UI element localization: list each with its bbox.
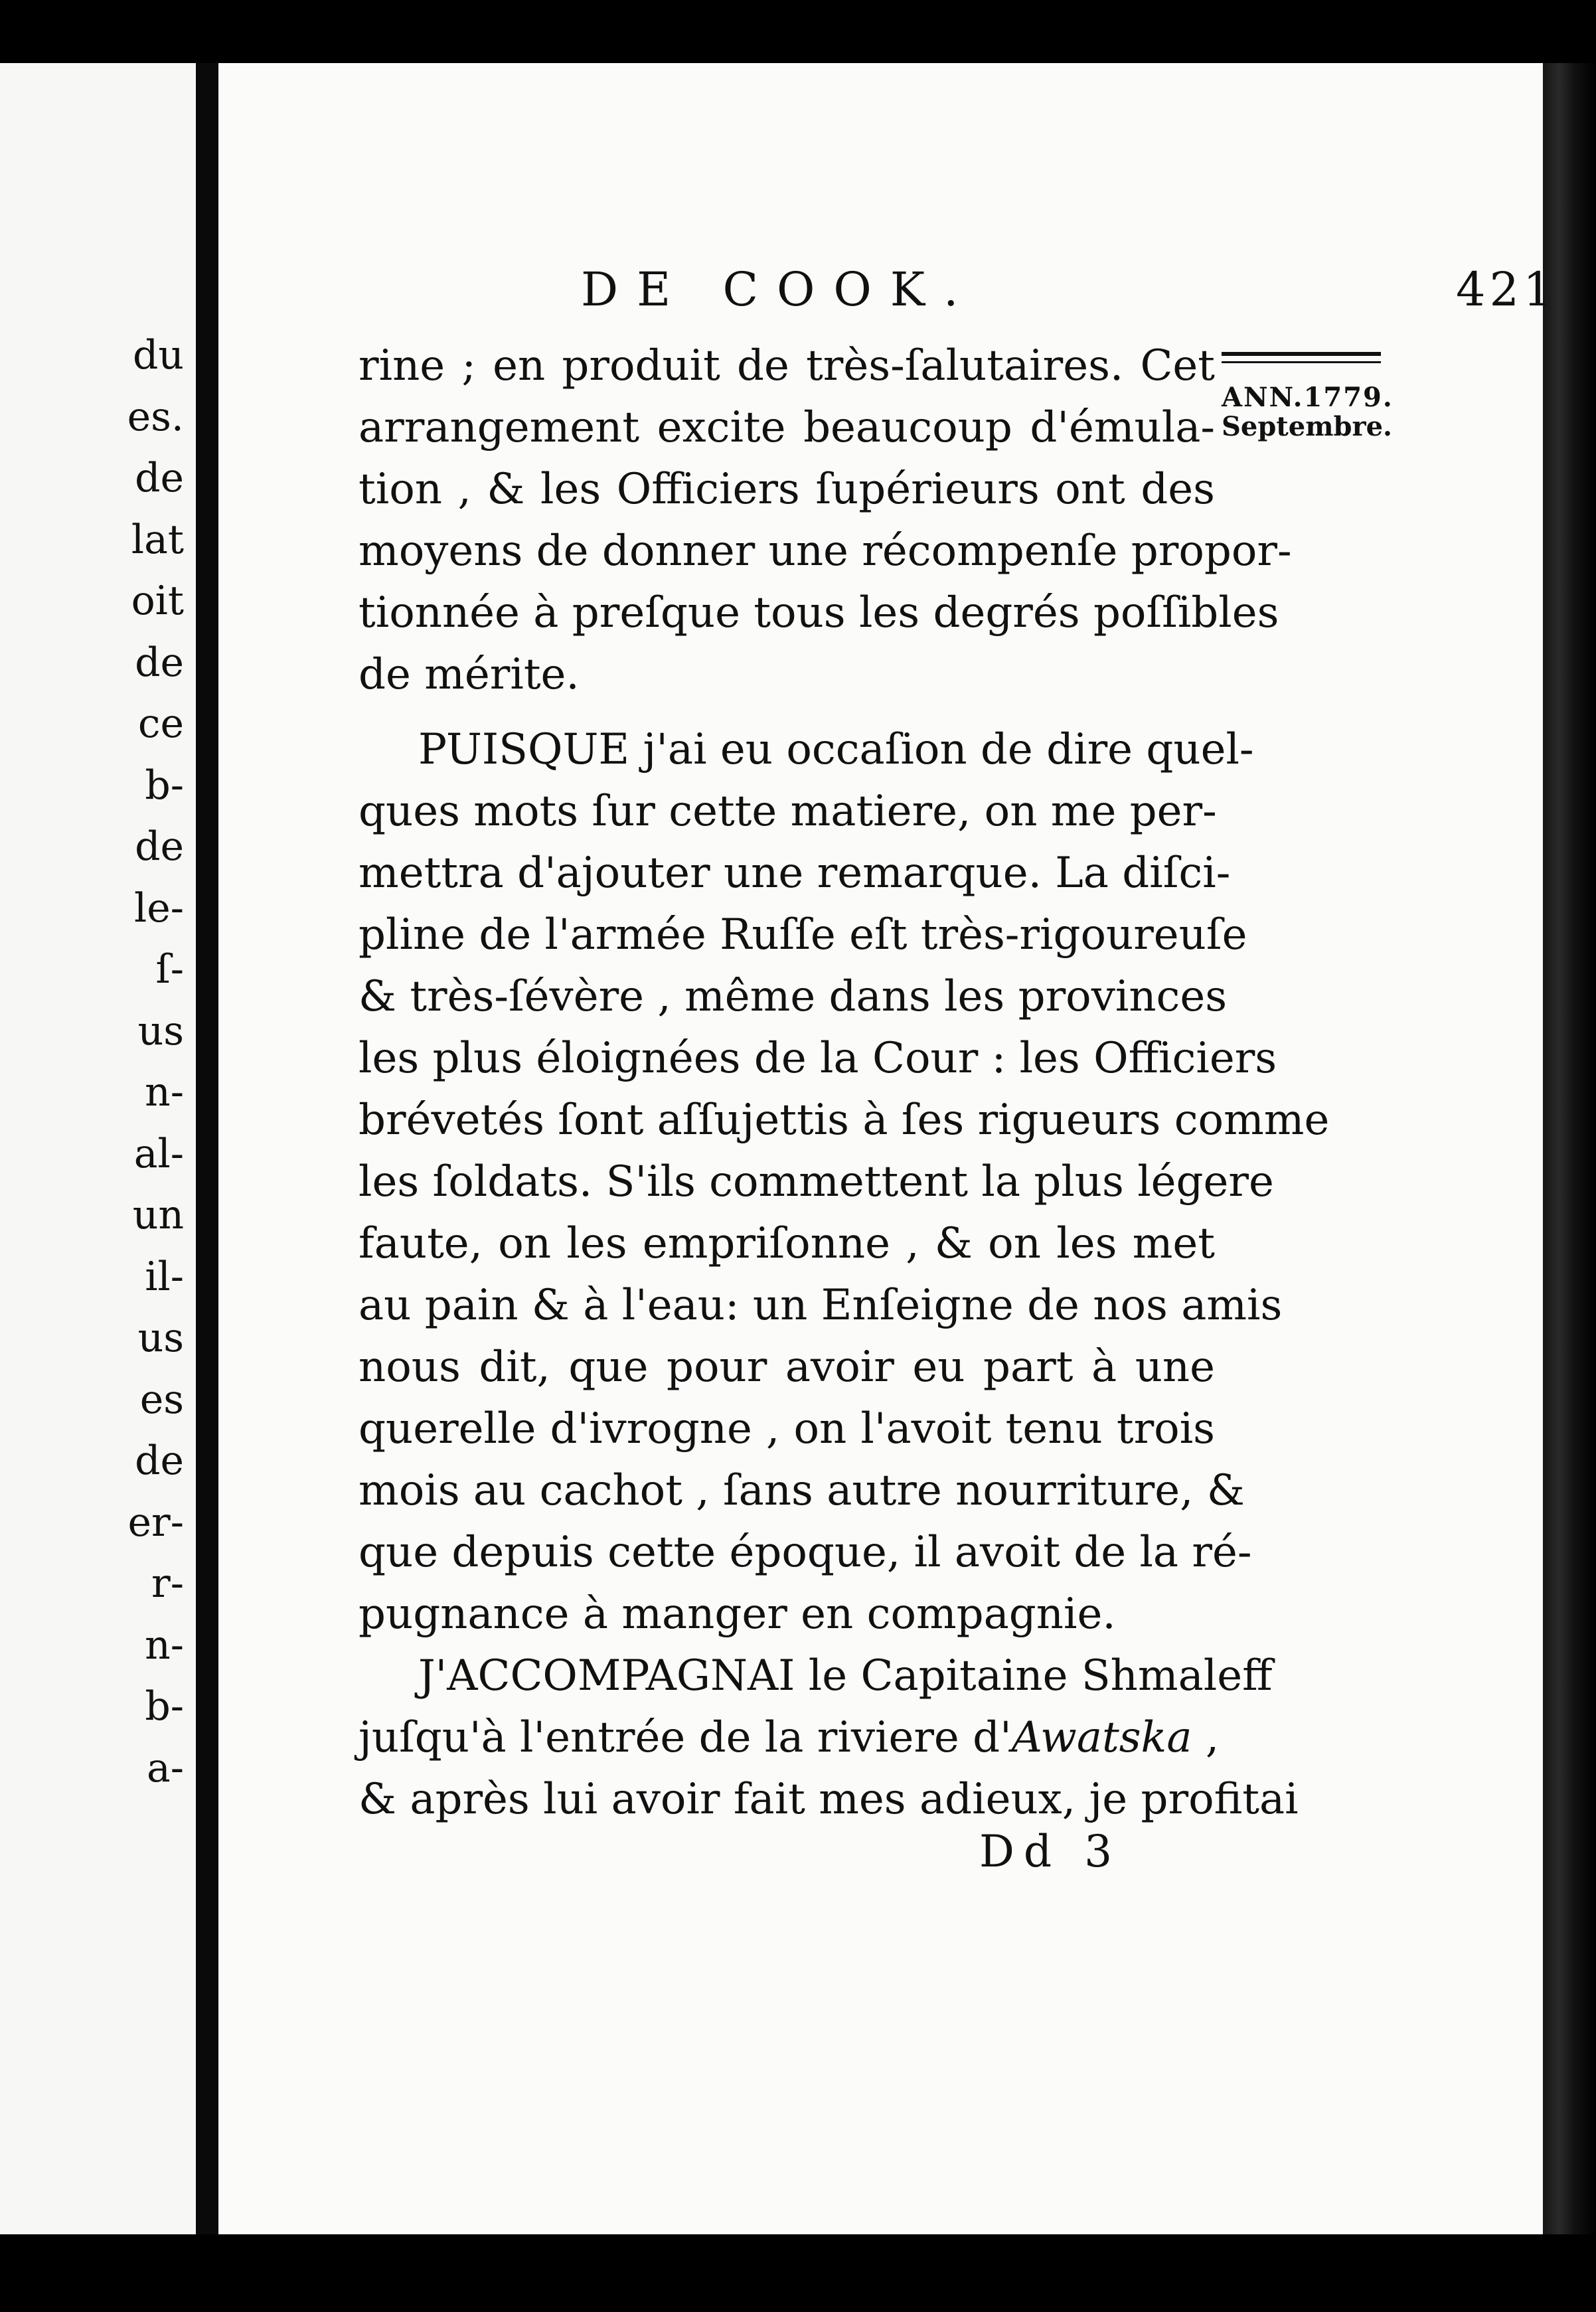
signature-mark: Dd 3 [979,1826,1122,1877]
marginal-rule [1222,352,1381,356]
previous-page-fragment: de [135,639,184,686]
text-line: nous dit, que pour avoir eu part à une [359,1343,1215,1392]
text-line: faute, on les empriſonne , & on les met [359,1219,1215,1268]
text-line: & très-ſévère , même dans les provinces [359,972,1228,1021]
running-title: DE COOK. [581,262,977,317]
text-line: arrangement excite beaucoup d'émula- [359,403,1215,452]
previous-page-fragment: de [135,823,184,870]
text-line-end: , [1192,1713,1220,1762]
book-edge [1543,63,1596,2268]
marginal-year: ANN.1779. [1222,382,1394,413]
previous-page-fragment: il- [145,1253,184,1300]
text-line: mettra d'ajouter une remarque. La diſci- [359,849,1231,898]
text-line: que depuis cette époque, il avoit de la ré- [359,1528,1252,1577]
text-line: querelle d'ivrogne , on l'avoit tenu trois [359,1404,1215,1453]
previous-page-fragment: b- [145,1683,184,1730]
previous-page-fragment: al- [133,1130,184,1177]
text-line: tion , & les Officiers ſupérieurs ont des [359,465,1215,514]
previous-page-fragment: b- [145,762,184,809]
previous-page-fragment: de [135,1438,184,1484]
text-line: au pain & à l'eau: un Enſeigne de nos amis [359,1281,1283,1330]
text-line: & après lui avoir fait mes adieux, je profitai [359,1775,1299,1824]
text-line: moyens de donner une récompenſe propor- [359,527,1292,576]
previous-page-fragment: es [139,1376,184,1423]
page-gutter [196,63,218,2234]
previous-page-fragment: ce [137,701,184,747]
previous-page-fragment: oit [131,578,184,624]
page-number: 421 [1456,262,1557,317]
previous-page-fragment: du [132,332,184,378]
text-line: ques mots ſur cette matiere, on me per- [359,787,1217,836]
text-line: les ſoldats. S'ils commettent la plus légere [359,1157,1274,1206]
previous-page-fragment: n- [145,1069,184,1115]
marginal-rule-thin [1222,361,1381,363]
scan-border [0,2234,1596,2312]
previous-page-fragment: es. [127,393,184,440]
previous-page-fragment: n- [145,1621,184,1669]
text-line: J'ACCOMPAGNAI le Capitaine Shmaleff [418,1651,1273,1700]
marginal-note [1222,352,1394,442]
previous-page-fragment: us [137,1315,184,1361]
marginal-month: Septembre. [1222,411,1392,442]
previous-page-fragment: le- [134,884,184,932]
text-line: brévetés ſont aſſujettis à ſes rigueurs comme [359,1096,1330,1145]
previous-page-fragment: er- [127,1499,184,1546]
page-header [362,203,1557,317]
text-line: PUISQUE j'ai eu occaſion de dire quel- [418,725,1254,774]
text-line: pline de l'armée Ruſſe eſt très-rigoureuſe [359,910,1247,959]
text-line: de mérite. [359,650,580,699]
text-line: les plus éloignées de la Cour : les Officiers [359,1034,1277,1083]
previous-page [0,63,196,2234]
place-name: Awatska [1011,1713,1192,1762]
text-line: rine ; en produit de très-ſalutaires. Cet [359,341,1215,390]
text-line: mois au cachot , ſans autre nourriture, & [359,1466,1245,1515]
previous-page-fragment: a- [146,1744,184,1791]
previous-page-fragment: de [135,455,184,501]
previous-page-fragment: ſ- [155,946,184,993]
text-line-start: juſqu'à l'entrée de la riviere d' [359,1713,1012,1762]
previous-page-fragment: lat [131,516,184,563]
text-line [359,1707,1220,1769]
previous-page-fragment: un [132,1192,184,1238]
text-line: pugnance à manger en compagnie. [359,1590,1116,1639]
text-line: tionnée à preſque tous les degrés poſſibles [359,588,1279,637]
previous-page-fragment: r- [151,1560,184,1607]
previous-page-fragment: us [137,1007,184,1054]
